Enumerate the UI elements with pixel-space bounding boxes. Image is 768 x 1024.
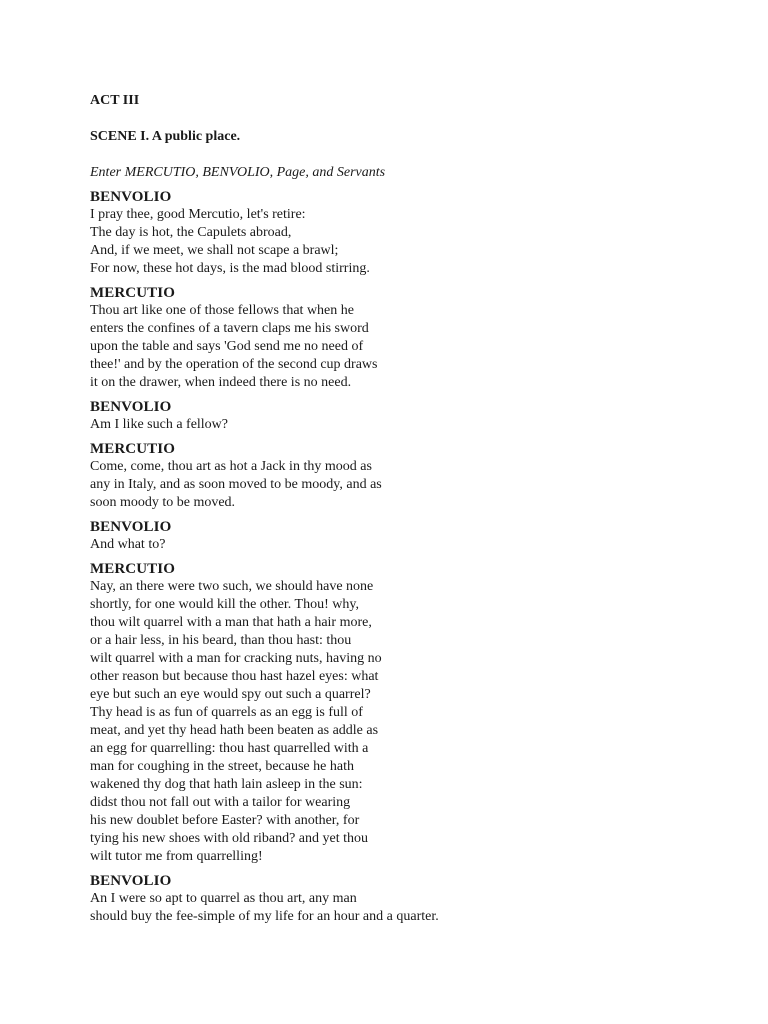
speech-line: thou wilt quarrel with a man that hath a hair more, [90, 615, 372, 630]
speech-line: it on the drawer, when indeed there is no need. [90, 375, 352, 390]
speech-block [90, 398, 730, 434]
speaker-name: MERCUTIO [90, 561, 175, 577]
speech-line: should buy the fee-simple of my life for an hour and a quarter. [90, 909, 439, 924]
speech-line: Come, come, thou art as hot a Jack in thy mood as [90, 459, 372, 474]
speech-line: man for coughing in the street, because he hath [90, 759, 354, 774]
speech-line: Am I like such a fellow? [90, 417, 229, 432]
act-heading: ACT III [90, 93, 140, 108]
speech-line: enters the confines of a tavern claps me his sword [90, 321, 369, 336]
speech-lines [90, 458, 730, 512]
speech-line: For now, these hot days, is the mad blood stirring. [90, 261, 370, 276]
speech-line: wakened thy dog that hath lain asleep in the sun: [90, 777, 363, 792]
speech-line: any in Italy, and as soon moved to be moody, and as [90, 477, 382, 492]
speech-line: thee!' and by the operation of the second cup draws [90, 357, 378, 372]
speech-line: didst thou not fall out with a tailor for wearing [90, 795, 351, 810]
speech-line: Thou art like one of those fellows that when he [90, 303, 354, 318]
speech-line: his new doublet before Easter? with another, for [90, 813, 360, 828]
speaker-name: BENVOLIO [90, 189, 172, 205]
speech-line: soon moody to be moved. [90, 495, 236, 510]
speech-line: an egg for quarrelling: thou hast quarrelled with a [90, 741, 369, 756]
speech-block [90, 188, 730, 278]
speech-line: eye but such an eye would spy out such a quarrel? [90, 687, 371, 702]
speech-block [90, 284, 730, 392]
speech-line: or a hair less, in his beard, than thou hast: thou [90, 633, 352, 648]
speech-line: An I were so apt to quarrel as thou art, any man [90, 891, 357, 906]
speech-lines [90, 890, 730, 926]
speech-line: other reason but because thou hast hazel eyes: what [90, 669, 379, 684]
speaker-name: MERCUTIO [90, 285, 175, 301]
speech-lines [90, 206, 730, 278]
speech-line: tying his new shoes with old riband? and yet thou [90, 831, 369, 846]
scene-heading: SCENE I. A public place. [90, 129, 241, 144]
speech-block [90, 560, 730, 866]
speech-line: upon the table and says 'God send me no need of [90, 339, 364, 354]
speech-lines [90, 416, 730, 434]
speaker-name: MERCUTIO [90, 441, 175, 457]
speech-line: And what to? [90, 537, 166, 552]
speaker-name: BENVOLIO [90, 399, 172, 415]
speech-block [90, 440, 730, 512]
speech-line: shortly, for one would kill the other. Thou! why, [90, 597, 359, 612]
stage-direction: Enter MERCUTIO, BENVOLIO, Page, and Servants [90, 165, 386, 180]
speaker-name: BENVOLIO [90, 519, 172, 535]
speech-line: Nay, an there were two such, we should have none [90, 579, 374, 594]
speech-line: I pray thee, good Mercutio, let's retire: [90, 207, 306, 222]
speech-lines [90, 536, 730, 554]
speech-lines [90, 578, 730, 866]
speech-lines [90, 302, 730, 392]
speech-line: meat, and yet thy head hath been beaten as addle as [90, 723, 379, 738]
speech-line: wilt quarrel with a man for cracking nuts, having no [90, 651, 382, 666]
speech-line: The day is hot, the Capulets abroad, [90, 225, 292, 240]
speech-line: Thy head is as fun of quarrels as an egg is full of [90, 705, 363, 720]
speech-block [90, 872, 730, 926]
speech-line: wilt tutor me from quarrelling! [90, 849, 263, 864]
speaker-name: BENVOLIO [90, 873, 172, 889]
speeches-container [90, 188, 730, 926]
speech-line: And, if we meet, we shall not scape a brawl; [90, 243, 339, 258]
speech-block [90, 518, 730, 554]
document-page [90, 92, 730, 926]
